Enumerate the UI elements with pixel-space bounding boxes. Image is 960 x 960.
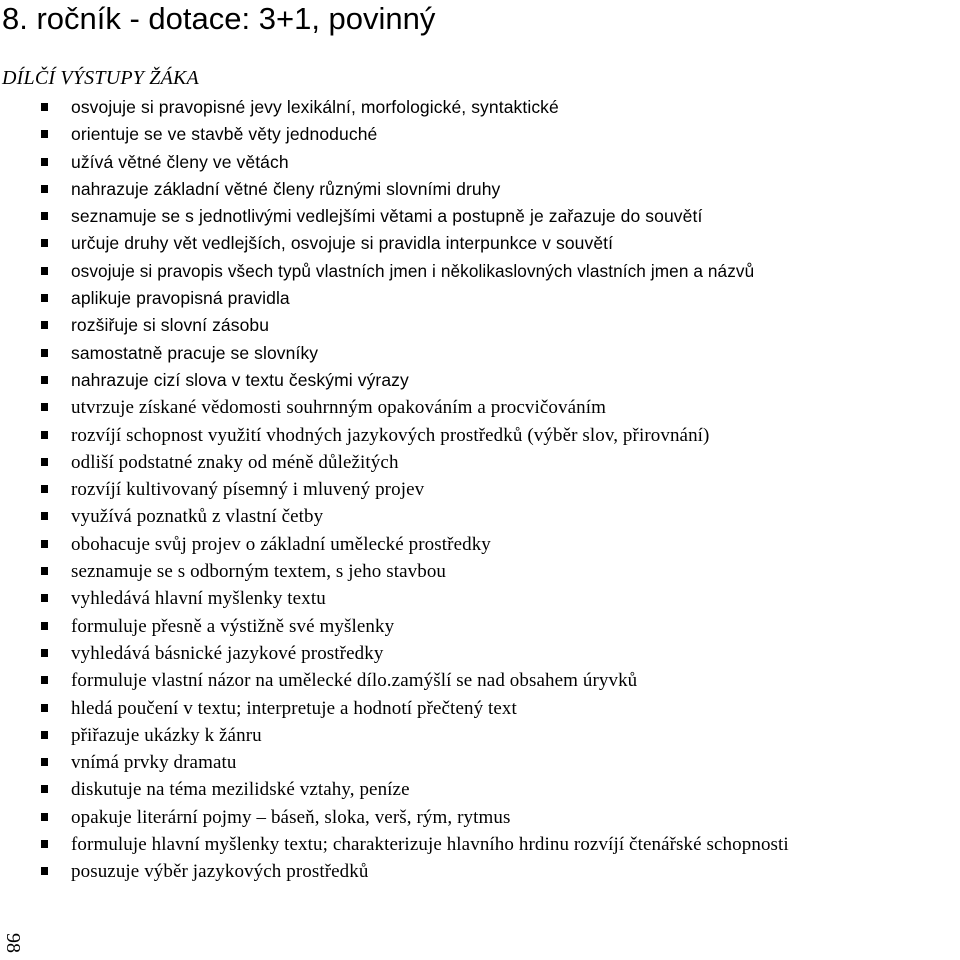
list-item-text: určuje druhy vět vedlejších, osvojuje si pravidla interpunkce v souvětí [71,233,614,254]
square-bullet-icon [41,813,48,821]
section-heading: DÍLČÍ VÝSTUPY ŽÁKA [2,67,199,89]
list-item-text: rozšiřuje si slovní zásobu [71,315,270,336]
square-bullet-icon [41,867,48,875]
square-bullet-icon [41,540,48,548]
list-item-text: užívá větné členy ve větách [71,151,289,172]
list-item-text: posuzuje výběr jazykových prostředků [71,861,369,883]
square-bullet-icon [41,758,48,766]
list-item-text: nahrazuje základní větné členy různými slovními druhy [71,178,501,199]
square-bullet-icon [41,431,48,439]
page-number: 98 [2,933,25,953]
square-bullet-icon [41,840,48,848]
square-bullet-icon [41,349,48,357]
list-item-text: utvrzuje získané vědomosti souhrnným opakováním a procvičováním [71,397,607,419]
list-item-text: vyhledává hlavní myšlenky textu [71,588,326,610]
list-item-text: diskutuje na téma mezilidské vztahy, peníze [71,779,410,801]
list-item-text: aplikuje pravopisná pravidla [71,288,290,309]
square-bullet-icon [41,185,48,193]
list-item-text: hledá poučení v textu; interpretuje a hodnotí přečtený text [71,697,517,719]
list-item-text: rozvíjí kultivovaný písemný i mluvený projev [71,479,425,501]
square-bullet-icon [41,731,48,739]
square-bullet-icon [41,676,48,684]
square-bullet-icon [41,321,48,329]
square-bullet-icon [41,158,48,166]
list-item-text: formuluje hlavní myšlenky textu; charakterizuje hlavního hrdinu rozvíjí čtenářské schopnosti [71,834,789,856]
square-bullet-icon [41,485,48,493]
square-bullet-icon [41,785,48,793]
list-item-text: osvojuje si pravopis všech typů vlastních jmen i několikaslovných vlastních jmen a názvů [71,260,755,281]
square-bullet-icon [41,649,48,657]
square-bullet-icon [41,512,48,520]
square-bullet-icon [41,376,48,384]
square-bullet-icon [41,704,48,712]
list-item-text: formuluje přesně a výstižně své myšlenky [71,615,395,637]
square-bullet-icon [41,458,48,466]
square-bullet-icon [41,212,48,220]
square-bullet-icon [41,267,48,275]
list-item-text: opakuje literární pojmy – báseň, sloka, verš, rým, rytmus [71,806,511,828]
square-bullet-icon [41,594,48,602]
square-bullet-icon [41,103,48,111]
list-item-text: využívá poznatků z vlastní četby [71,506,324,528]
list-item-text: nahrazuje cizí slova v textu českými výrazy [71,369,409,390]
square-bullet-icon [41,403,48,411]
list-item-text: odliší podstatné znaky od méně důležitých [71,451,399,473]
page-title: 8. ročník - dotace: 3+1, povinný [2,1,436,36]
list-item-text: osvojuje si pravopisné jevy lexikální, morfologické, syntaktické [71,97,559,117]
list-item-text: samostatně pracuje se slovníky [71,342,319,363]
list-item-text: seznamuje se s jednotlivými vedlejšími větami a postupně je zařazuje do souvětí [71,206,703,227]
list-item-text: přiřazuje ukázky k žánru [71,724,262,746]
square-bullet-icon [41,567,48,575]
square-bullet-icon [41,130,48,138]
list-item-text: vnímá prvky dramatu [71,752,237,774]
list-item-text: formuluje vlastní názor na umělecké dílo.zamýšlí se nad obsahem úryvků [71,670,638,692]
square-bullet-icon [41,622,48,630]
list-item-text: orientuje se ve stavbě věty jednoduché [71,124,378,145]
list-item-text: seznamuje se s odborným textem, s jeho stavbou [71,561,447,583]
square-bullet-icon [41,239,48,247]
square-bullet-icon [41,294,48,302]
list-item-text: rozvíjí schopnost využití vhodných jazykových prostředků (výběr slov, přirovnání) [71,424,710,446]
list-item-text: obohacuje svůj projev o základní umělecké prostředky [71,533,491,555]
list-item-text: vyhledává básnické jazykové prostředky [71,642,384,664]
